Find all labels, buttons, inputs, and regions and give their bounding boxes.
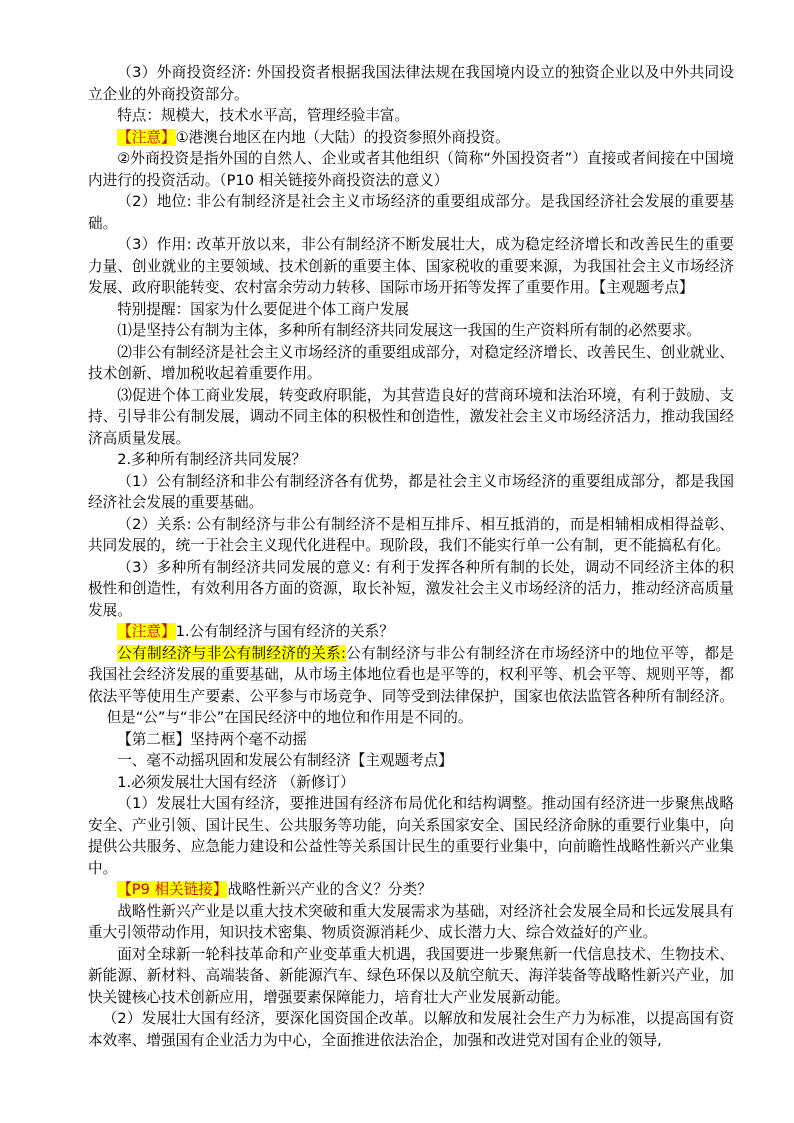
paragraph-text-tail: 但是“公”与“非公”在国民经济中的地位和作用是不同的。: [106, 709, 473, 726]
paragraph-features: 特点：规模大，技术水平高，管理经验丰富。: [117, 107, 410, 124]
paragraph-state-economy-2: （2）发展壮大国有经济，要深化国资国企改革。以解放和发展社会生产力为标准，以提高国有资本效率、增强国有企业活力为中心，全面推进依法治企，加强和改进党对国有企业的领导,: [88, 1010, 734, 1049]
paragraph-strategic-industry-def: 战略性新兴产业是以重大技术突破和重大发展需求为基础，对经济社会发展全局和长远发展具有重大引领带动作用，知识技术密集、物质资源消耗少、成长潜力大、综合效益好的产业。: [88, 902, 734, 941]
paragraph-reason-3: ⑶促进个体工商业发展，转变政府职能，为其营造良好的营商环境和法治环境，有利于鼓励、支持、引导非公有制发展，调动不同主体的积极性和创造性，激发社会主义市场经济活力，推动我国经济高质量发展。: [88, 386, 734, 447]
paragraph-related-link: [88, 879, 734, 901]
paragraph-reason-2: ⑵非公有制经济是社会主义市场经济的重要组成部分，对稳定经济增长、改善民生、创业就业、技术创新、增加税收起着重要作用。: [88, 343, 734, 382]
note-tag: 【注意】: [117, 128, 176, 146]
paragraph-significance: （3）多种所有制经济共同发展的意义: 有利于发挥各种所有制的长处，调动不同经济主体的积极性和创造性，有效利用各方面的资源，取长补短，激发社会主义市场经济的活力，推动经济高质量发展。: [88, 558, 734, 619]
paragraph-note-2: ②外商投资是指外国的自然人、企业或者其他组织（简称“外国投资者”）直接或者间接在中国境内进行的投资活动。（P10 相关链接外商投资法的意义）: [88, 150, 734, 189]
paragraph-status: （2）地位: 非公有制经济是社会主义市场经济的重要组成部分。是我国经济社会发展的重要基础。: [88, 193, 734, 232]
related-link-tag: 【P9 相关链接】: [117, 881, 228, 898]
paragraph-foreign-investment: （3）外商投资经济: 外国投资者根据我国法律法规在我国境内设立的独资企业以及中外共同设立企业的外商投资部分。: [88, 64, 734, 103]
highlighted-heading: 公有制经济与非公有制经济的关系:: [117, 644, 346, 662]
paragraph-role: （3）作用: 改革开放以来，非公有制经济不断发展壮大，成为稳定经济增长和改善民生的重要力量、创业就业的主要领域、技术创新的重要主体、国家税收的重要来源，为我国社会主义市场经济发展、政府职能转变、农村富余劳动力转移、国际市场开拓等发挥了重要作用。【主观题考点】: [88, 236, 734, 296]
section-heading-second-frame: 【第二框】坚持两个毫不动摇: [117, 730, 307, 748]
section-heading-one: 一、毫不动摇巩固和发展公有制经济【主观题考点】: [117, 752, 453, 769]
note-text: ①港澳台地区在内地（大陆）的投资参照外商投资。: [175, 128, 510, 146]
note-tag: 【注意】: [117, 623, 176, 640]
paragraph-special-reminder: 特别提醒：国家为什么要促进个体工商户发展: [117, 300, 410, 318]
paragraph-strategic-industry-focus: 面对全球新一轮科技革命和产业变革重大机遇，我国要进一步聚焦新一代信息技术、生物技术、新能源、新材料、高端装备、新能源汽车、绿色环保以及航空航天、海洋装备等战略性新兴产业，加快关键核心技术创新应用，增强要素保障能力，培育壮大产业发展新动能。: [88, 945, 734, 1006]
note-text: 1.公有制经济与国有经济的关系？: [175, 623, 394, 640]
paragraph-text: 公有制经济与非公有制经济在市场经济中的地位平等，都是我国社会经济发展的重要基础，从市场主体地位看也是平等的，权利平等、机会平等、规则平等，都依法平等使用生产要素、公平参与市场竞争、同等受到法律保护，国家也依法监管各种所有制经济。: [88, 644, 734, 705]
paragraph-note-1: [88, 127, 734, 149]
paragraph-reason-1: ⑴是坚持公有制为主体，多种所有制经济共同发展这一我国的生产资料所有制的必然要求。: [117, 322, 701, 339]
paragraph-note-3: [88, 621, 734, 643]
paragraph-public-nonpublic: [88, 643, 734, 729]
paragraph-relationship: （2）关系: 公有制经济与非公有制经济不是相互排斥、相互抵消的，而是相辅相成相得益彰、共同发展的，统一于社会主义现代化进程中。现阶段，我们不能实行单一公有制，更不能搞私有化。: [88, 515, 734, 554]
section-heading-state-economy: 1.必须发展壮大国有经济 （新修订）: [117, 773, 355, 791]
document-body: [88, 62, 734, 1051]
paragraph-common-development-1: （1）公有制经济和非公有制经济各有优势，都是社会主义市场经济的重要组成部分，都是我国经济社会发展的重要基础。: [88, 472, 734, 511]
section-heading-2: 2.多种所有制经济共同发展？: [117, 451, 307, 468]
paragraph-state-economy-1: （1）发展壮大国有经济，要推进国有经济布局优化和结构调整。推动国有经济进一步聚焦战略安全、产业引领、国计民生、公共服务等功能，向关系国家安全、国民经济命脉的重要行业集中，向提供公共服务、应急能力建设和公益性等关系国计民生的重要行业集中，向前瞻性战略性新兴产业集中。: [88, 795, 734, 877]
related-link-text: 战略性新兴产业的含义？分类？: [227, 881, 432, 898]
